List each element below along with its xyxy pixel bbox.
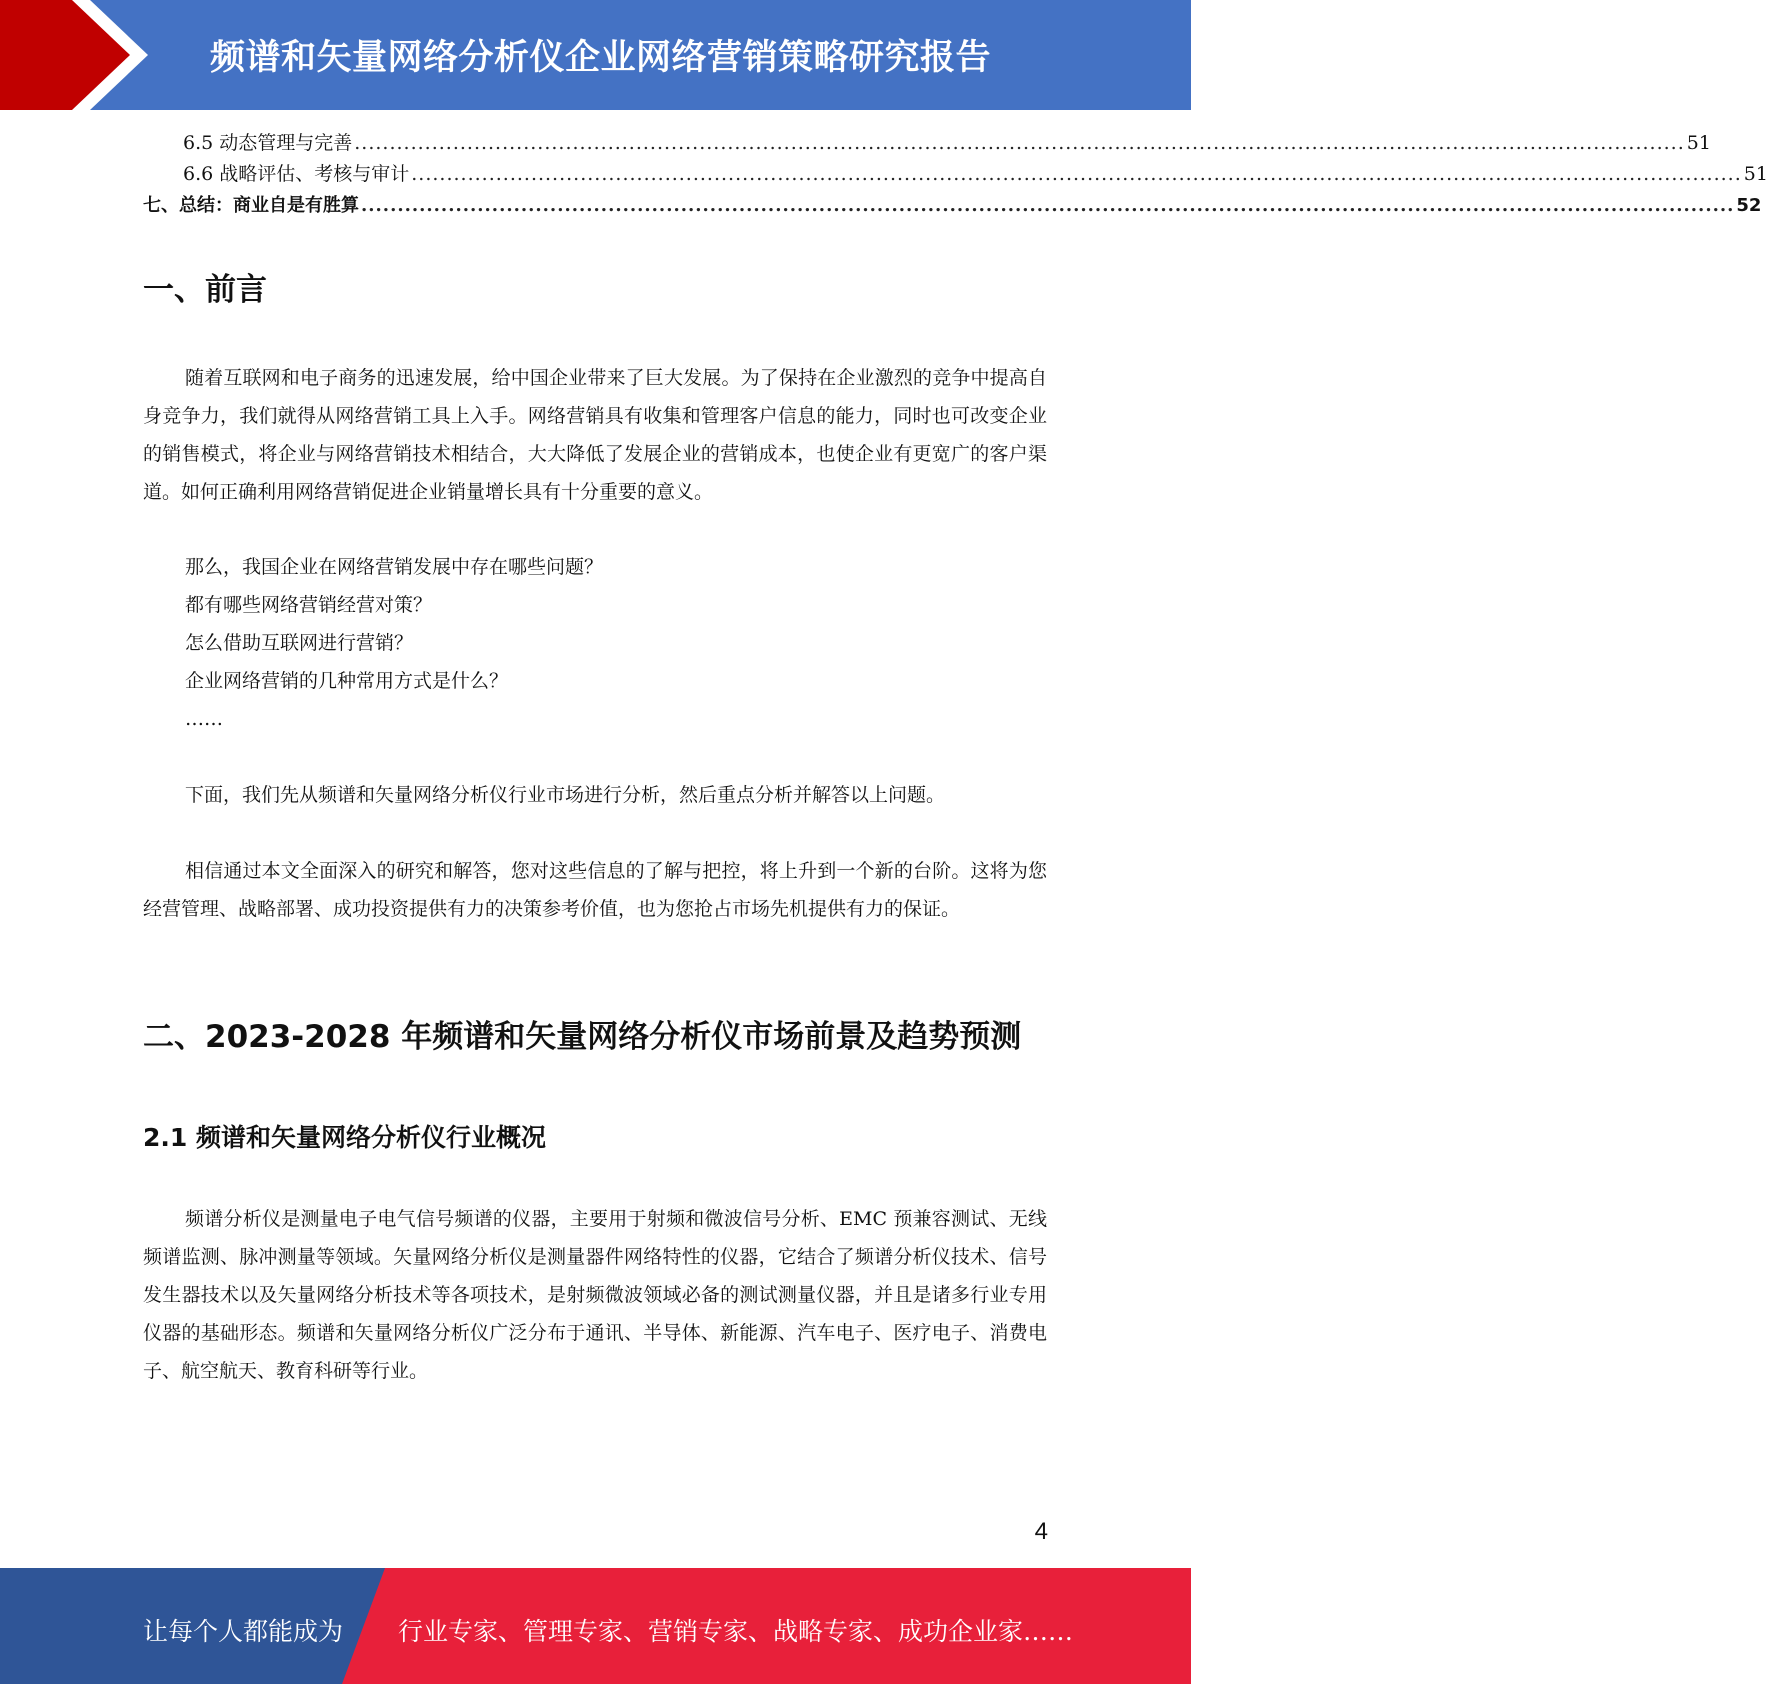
question-item: 那么，我国企业在网络营销发展中存在哪些问题？ (185, 556, 604, 578)
toc-entry-page: 52 (1736, 195, 1762, 216)
section-heading-market-outlook: 二、2023-2028 年频谱和矢量网络分析仪市场前景及趋势预测 (143, 1019, 1022, 1055)
question-item: 企业网络营销的几种常用方式是什么？ (185, 670, 509, 692)
toc-entry-label: 七、总结：商业自是有胜算 (143, 195, 359, 216)
preface-paragraph-3: 相信通过本文全面深入的研究和解答，您对这些信息的了解与把控，将上升到一个新的台阶。这将为您经营管理、战略部署、成功投资提供有力的决策参考价值，也为您抢占市场先机提供有力的保证。 (143, 860, 1047, 920)
toc-entry-label: 6.5 动态管理与完善 (183, 132, 353, 154)
question-list (185, 548, 603, 738)
footer-slogan-right: 行业专家、管理专家、营销专家、战略专家、成功企业家…… (398, 1617, 1074, 1646)
page-number: 4 (1034, 1518, 1048, 1545)
footer-banner (0, 1568, 1191, 1684)
question-item: 都有哪些网络营销经营对策？ (185, 594, 433, 616)
toc-entry-page: 51 (1686, 132, 1711, 154)
preface-paragraph-1: 随着互联网和电子商务的迅速发展，给中国企业带来了巨大发展。为了保持在企业激烈的竞争中提高自身竞争力，我们就得从网络营销工具上入手。网络营销具有收集和管理客户信息的能力，同时也可改变企业的销售模式，将企业与网络营销技术相结合，大大降低了发展企业的营销成本，也使企业有更宽广的客户渠道。如何正确利用网络营销促进企业销量增长具有十分重要的意义。 (143, 367, 1047, 503)
toc-entry[interactable] (143, 159, 1768, 190)
subsection-heading-industry-overview: 2.1 频谱和矢量网络分析仪行业概况 (143, 1123, 546, 1152)
toc-leader-dots: ............................................................................................................................................................................................. (361, 195, 1735, 216)
toc-entry-label: 6.6 战略评估、考核与审计 (183, 163, 410, 185)
industry-overview-paragraph: 频谱分析仪是测量电子电气信号频谱的仪器，主要用于射频和微波信号分析、EMC 预兼容测试、无线频谱监测、脉冲测量等领域。矢量网络分析仪是测量器件网络特性的仪器，它结合了频谱分析仪技术、信号发生器技术以及矢量网络分析技术等各项技术，是射频微波领域必备的测试测量仪器，并且是诸多行业专用仪器的基础形态。频谱和矢量网络分析仪广泛分布于通讯、半导体、新能源、汽车电子、医疗电子、消费电子、航空航天、教育科研等行业。 (143, 1208, 1047, 1382)
question-item: …… (185, 708, 223, 730)
toc-leader-dots: ............................................................................................................................................................................................. (354, 132, 1685, 154)
toc-entry[interactable] (143, 128, 1711, 159)
toc-entry[interactable] (143, 190, 1762, 221)
toc-leader-dots: ............................................................................................................................................................................................. (411, 163, 1742, 185)
question-item: 怎么借助互联网进行营销？ (185, 632, 414, 654)
header-banner (0, 0, 1191, 110)
toc-entry-page: 51 (1743, 163, 1768, 185)
preface-paragraph-2: 下面，我们先从频谱和矢量网络分析仪行业市场进行分析，然后重点分析并解答以上问题。 (185, 784, 946, 806)
section-heading-preface: 一、前言 (143, 272, 267, 308)
footer-slogan-left: 让每个人都能成为 (143, 1617, 344, 1646)
report-title: 频谱和矢量网络分析仪企业网络营销策略研究报告 (210, 38, 992, 78)
table-of-contents (143, 128, 1768, 221)
